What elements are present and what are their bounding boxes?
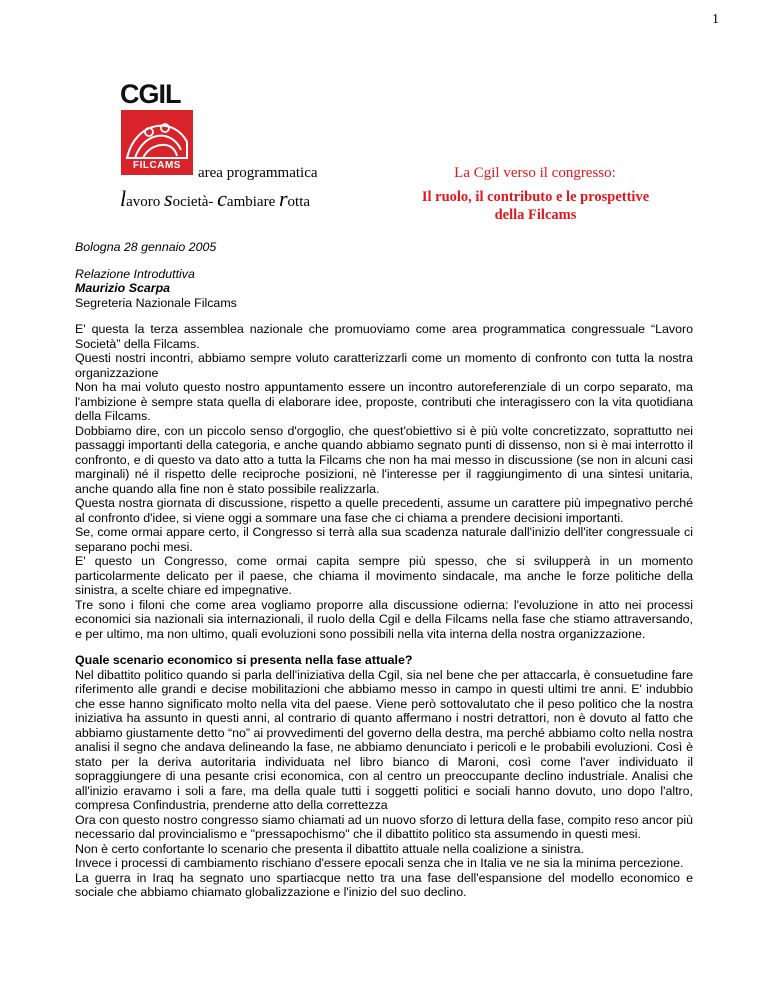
paragraph: Se, come ormai appare certo, il Congresso si terrà alla sua scadenza naturale dall'inizio dell'iter congressuale ci separano pochi mesi. (75, 525, 693, 554)
paragraph: Questi nostri incontri, abbiamo sempre voluto caratterizzarli come un momento di confronto con tutta la nostra organizzazione (75, 351, 693, 380)
motto-word: avoro (126, 194, 165, 210)
motto-initial: s (164, 186, 173, 211)
page-number: 1 (712, 12, 719, 27)
congress-title: La Cgil verso il congresso: (454, 165, 616, 181)
paragraph: Ora con questo nostro congresso siamo chiamati ad un nuovo sforzo di lettura della fase, compito reso ancor più necessario dal provincialismo e "pressapochismo" che il dibattito politico sta assumendo in questi mesi. (75, 812, 693, 841)
document-body (75, 240, 693, 900)
section-paragraphs (75, 668, 693, 900)
paragraph: Invece i processi di cambiamento rischiano d'essere epocali senza che in Italia ve ne sia la minima percezione. (75, 856, 684, 870)
document-date: Bologna 28 gennaio 2005 (75, 240, 217, 254)
document-role: Relazione Introduttiva (75, 266, 195, 281)
motto-initial: c (217, 186, 227, 211)
motto (120, 186, 310, 212)
motto-word: ambiare (226, 194, 279, 210)
motto-word: otta (287, 194, 311, 210)
paragraph: Non ha mai voluto questo nostro appuntamento essere un incontro autoreferenziale di un corpo separato, ma l'ambizione è sempre stata quella di elaborare idee, proposte, contributi che interagissero con la vita quotidiana della Filcams. (75, 380, 693, 423)
paragraph: La guerra in Iraq ha segnato uno spartiacque netto tra una fase dell'espansione del modello economico e sociale che abbiamo chiamato globalizzazione e l'inizio del suo declino. (75, 870, 693, 899)
logo-red-box (121, 110, 193, 175)
paragraph: Tre sono i filoni che come area vogliamo proporre alla discussione odierna: l'evoluzione in atto nei processi economici sia nazionali sia internazionali, il ruolo della Cgil e della Filcams nella fase che stiamo attraversando, e per ultimo, ma non ultimo, quali evoluzioni sono possibili nella vita interna della nostra organizzazione. (75, 597, 693, 641)
paragraph: Dobbiamo dire, con un piccolo senso d'orgoglio, che quest'obiettivo si è più volte concretizzato, soprattutto nei passaggi importanti della categoria, e anche quando abbiamo segnato punti di dissenso, non si è mai interrotto il confronto, e di questo va dato atto a tutta la Filcams che non ha mai messo in discussione (se non in alcuni casi marginali) né il rispetto delle reciproche posizioni, nè l'interesse per il raggiungimento di una sintesi unitaria, anche quando alla fine non è stato possibile realizzarla. (75, 423, 693, 496)
area-programmatica-label: area programmatica (198, 165, 318, 181)
congress-subtitle (408, 188, 663, 224)
paragraph: E' questa la terza assemblea nazionale che promuoviamo come area programmatica congressuale “Lavoro Società” della Filcams. (75, 322, 693, 351)
motto-initial: l (120, 186, 127, 211)
intro-paragraphs (75, 322, 693, 641)
logo-cgil-text: CGIL (120, 79, 181, 109)
section-heading: Quale scenario economico si presenta nella fase attuale? (75, 653, 413, 667)
logo-filcams-text: FILCAMS (133, 160, 181, 171)
motto-initial: r (278, 186, 288, 211)
congress-subtitle-line: Il ruolo, il contributo e le prospettive (421, 189, 650, 205)
cgil-filcams-logo (120, 80, 195, 175)
paragraph: Nel dibattito politico quando si parla dell'iniziativa della Cgil, sia nel bene che per attaccarla, è consuetudine fare riferimento alle grandi e decise mobilitazioni che abbiamo messo in campo in questi ultimi tre anni. E' indubbio che esse hanno significato molto nella vita del paese. Viene però sottovalutato che il peso politico che la nostra iniziativa ha assunto in questi anni, al contrario di quanto affermano i nostri detrattori, non è dovuto al fatto che abbiamo giustamente detto “no” ai provvedimenti del governo della destra, ma perché abbiamo colto nella nostra analisi il segno che andava delineando la fase, ne abbiamo denunciato i pericoli e le probabili evoluzioni. Così è stato per la deriva autoritaria individuata nel libro bianco di Maroni, così come l'aver individuato il sopraggiungere di una pesante crisi economica, con al centro un preoccupante declino industriale. Analisi che all'inizio eravamo i soli a fare, ma della quale tutti i soggetti politici e sociali hanno dovuto, uno dopo l'altro, compresa Confindustria, prenderne atto della correttezza (75, 667, 693, 812)
congress-subtitle-line: della Filcams (494, 207, 577, 223)
paragraph: Non è certo confortante lo scenario che presenta il dibattito attuale nella coalizione a sinistra. (75, 841, 585, 856)
paragraph: Questa nostra giornata di discussione, rispetto a quelle precedenti, assume un carattere più impegnativo perché al confronto d'idee, si viene oggi a sommare una fase che ci chiama a prendere decisioni importanti. (75, 496, 693, 525)
paragraph: E' questo un Congresso, come ormai capita sempre più spesso, che si svilupperà in un momento particolarmente delicato per il paese, che chiama il movimento sindacale, ma anche le forze politiche della sinistra, a scelte chiare ed impegnative. (75, 554, 693, 597)
motto-word: ocietà- (172, 194, 218, 210)
author-name: Maurizio Scarpa (75, 281, 171, 295)
author-department: Segreteria Nazionale Filcams (75, 295, 237, 310)
